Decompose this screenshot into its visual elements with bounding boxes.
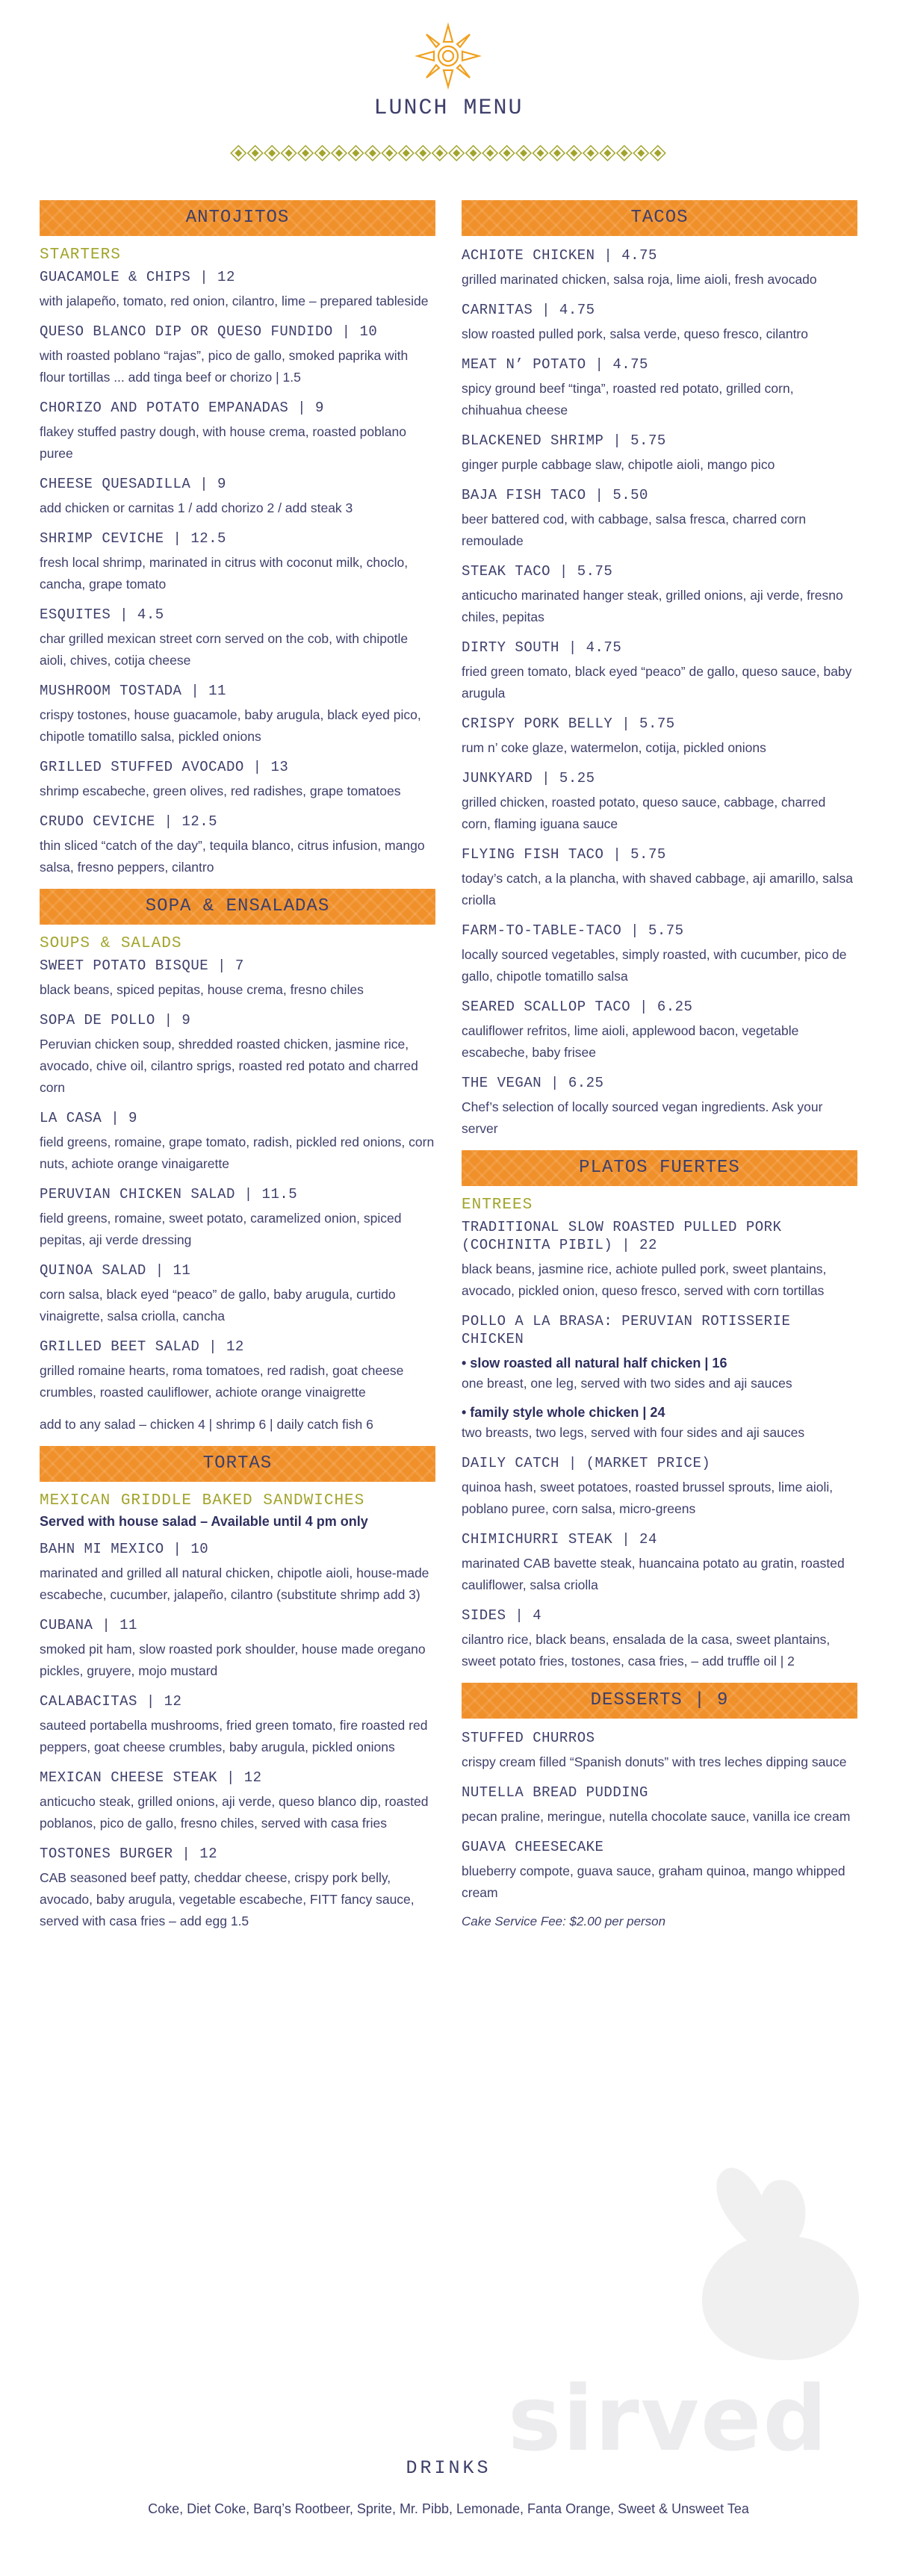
menu-item [40, 1692, 435, 1758]
menu-item [462, 715, 857, 759]
menu-item [462, 1838, 857, 1904]
item-name: SOPA DE POLLO | 9 [40, 1012, 191, 1028]
item-name: SIDES | 4 [462, 1607, 542, 1624]
item-name: BAHN MI MEXICO | 10 [40, 1541, 209, 1557]
menu-item [462, 356, 857, 421]
diamond-fill [352, 149, 359, 157]
item-desc: black beans, spiced pepitas, house crema, fresno chiles [40, 982, 364, 997]
item-desc: smoked pit ham, slow roasted pork shoulder, house made oregano pickles, gruyere, mojo mustard [40, 1642, 426, 1678]
item-name: CUBANA | 11 [40, 1617, 137, 1633]
menu-item [462, 432, 857, 476]
menu-item [462, 845, 857, 911]
item-desc: grilled marinated chicken, salsa roja, lime aioli, fresh avocado [462, 272, 817, 287]
item-desc: with roasted poblano “rajas”, pico de gallo, smoked paprika with flour tortillas ... add tinga beef or chorizo | 1.5 [40, 348, 409, 385]
item-desc: crispy cream filled “Spanish donuts” with tres leches dipping sauce [462, 1754, 847, 1769]
item-name: BAJA FISH TACO | 5.50 [462, 487, 648, 503]
menu-item [40, 1845, 435, 1932]
item-name: DIRTY SOUTH | 4.75 [462, 639, 622, 656]
menu-item [40, 1011, 435, 1099]
diamond-fill [603, 149, 611, 157]
tacos-list [462, 246, 857, 1140]
diamond-fill [403, 149, 410, 157]
menu-item [462, 769, 857, 835]
item-name: GRILLED BEET SALAD | 12 [40, 1338, 244, 1355]
diamond-fill [570, 149, 577, 157]
diamond-fill [302, 149, 309, 157]
menu-item [40, 268, 435, 312]
item-name: CRUDO CEVICHE | 12.5 [40, 813, 218, 830]
diamond-fill [268, 149, 276, 157]
menu-item [40, 758, 435, 802]
diamond-fill [436, 149, 444, 157]
sopa-subhead: SOUPS & SALADS [40, 935, 182, 952]
diamond-fill [470, 149, 477, 157]
item-desc: sauteed portabella mushrooms, fried green tomato, fire roasted red peppers, goat cheese crumbles, baby arugula, pickled onions [40, 1718, 428, 1754]
menu-item [40, 813, 435, 878]
menu-item [462, 486, 857, 552]
sun-icon [415, 22, 482, 90]
menu-item [40, 323, 435, 388]
diamond-fill [587, 149, 595, 157]
item-desc: crispy tostones, house guacamole, baby arugula, black eyed pico, chipotle tomatillo salsa, pickled onions [40, 707, 421, 744]
menu-item [40, 1109, 435, 1175]
item-desc: spicy ground beef “tinga”, roasted red potato, grilled corn, chihuahua cheese [462, 381, 794, 418]
menu-item [462, 1530, 857, 1596]
item-desc: black beans, jasmine rice, achiote pulled pork, sweet plantains, avocado, pickled onion, queso fresco, served with corn tortillas [462, 1261, 827, 1298]
sopa-header: SOPA & ENSALADAS [40, 889, 435, 925]
diamond-fill [486, 149, 494, 157]
item-desc: quinoa hash, sweet potatoes, roasted brussel sprouts, lime aioli, poblano puree, corn salsa, micro-greens [462, 1480, 834, 1516]
item-name: SHRIMP CEVICHE | 12.5 [40, 530, 226, 547]
item-desc: marinated CAB bavette steak, huancaina potato au gratin, roasted cauliflower, salsa criolla [462, 1556, 845, 1592]
menu-item [462, 1784, 857, 1828]
menu-item [462, 1454, 857, 1520]
menu-item [462, 1607, 857, 1672]
item-desc: rum n’ coke glaze, watermelon, cotija, pickled onions [462, 740, 766, 755]
item-desc: marinated and grilled all natural chicken, chipotle aioli, house-made escabeche, cucumber, jalapeño, cilantro (substitute shrimp add 3) [40, 1565, 429, 1602]
item-name: GUAVA CHEESECAKE [462, 1839, 604, 1855]
diamond-fill [369, 149, 376, 157]
antojitos-subhead: STARTERS [40, 246, 121, 264]
item-name: TOSTONES BURGER | 12 [40, 1846, 218, 1862]
menu-item [462, 562, 857, 628]
drinks-section [0, 2457, 897, 2517]
option-name: • family style whole chicken | 24 [462, 1405, 665, 1420]
tortas-subhead: MEXICAN GRIDDLE BAKED SANDWICHES [40, 1492, 365, 1509]
item-desc: fried green tomato, black eyed “peaco” de gallo, queso sauce, baby arugula [462, 664, 852, 701]
menu-item [40, 606, 435, 671]
menu-item [40, 475, 435, 519]
item-desc: shrimp escabeche, green olives, red radishes, grape tomatoes [40, 783, 401, 798]
diamond-fill [553, 149, 561, 157]
item-desc: blueberry compote, guava sauce, graham quinoa, mango whipped cream [462, 1863, 845, 1900]
diamond-fill [419, 149, 426, 157]
item-desc: field greens, romaine, grape tomato, radish, pickled red onions, corn nuts, achiote orange vinaigarette [40, 1135, 435, 1171]
item-desc: fresh local shrimp, marinated in citrus with coconut milk, choclo, cancha, grape tomato [40, 555, 409, 592]
item-name: BLACKENED SHRIMP | 5.75 [462, 432, 666, 449]
item-name: STUFFED CHURROS [462, 1730, 595, 1746]
diamond-fill [537, 149, 544, 157]
item-name: CHEESE QUESADILLA | 9 [40, 476, 226, 492]
menu-item [462, 1729, 857, 1773]
menu-item [40, 1616, 435, 1682]
item-desc: beer battered cod, with cabbage, salsa fresca, charred corn remoulade [462, 512, 807, 548]
diamond-fill [654, 149, 662, 157]
item-desc: field greens, romaine, sweet potato, caramelized onion, spiced pepitas, aji verde dressing [40, 1211, 402, 1247]
item-name: THE VEGAN | 6.25 [462, 1075, 604, 1091]
page-title: LUNCH MENU [373, 96, 524, 121]
item-desc: Chef’s selection of locally sourced vegan ingredients. Ask your server [462, 1099, 823, 1136]
platos-header: PLATOS FUERTES [462, 1150, 857, 1186]
item-desc: CAB seasoned beef patty, cheddar cheese, crispy pork belly, avocado, baby arugula, vegetable escabeche, FITT fancy sauce, served with casa fries – add egg 1.5 [40, 1870, 415, 1928]
item-desc: cilantro rice, black beans, ensalada de la casa, sweet plantains, sweet potato fries, tostones, casa fries, – add truffle oil | 2 [462, 1632, 831, 1669]
menu-item [462, 998, 857, 1064]
item-desc: slow roasted pulled pork, salsa verde, queso fresco, cilantro [462, 326, 808, 341]
menu-item [462, 301, 857, 345]
item-desc: Peruvian chicken soup, shredded roasted chicken, jasmine rice, avocado, chive oil, cilantro sprigs, roasted red potato and charred corn [40, 1037, 418, 1095]
diamond-fill [319, 149, 326, 157]
antojitos-header: ANTOJITOS [40, 200, 435, 236]
item-desc: add chicken or carnitas 1 / add chorizo 2 / add steak 3 [40, 500, 353, 515]
menu-item [462, 1218, 857, 1302]
diamond-fill [285, 149, 293, 157]
desserts-header: DESSERTS | 9 [462, 1683, 857, 1719]
option-desc: two breasts, two legs, served with four sides and aji sauces [462, 1425, 805, 1440]
item-name: MUSHROOM TOSTADA | 11 [40, 683, 226, 699]
menu-item [462, 1312, 857, 1444]
menu-item [40, 1769, 435, 1834]
item-desc: corn salsa, black eyed “peaco” de gallo, baby arugula, curtido vinaigrette, salsa criolla, cancha [40, 1287, 396, 1323]
tortas-header: TORTAS [40, 1446, 435, 1482]
menu-item [40, 1261, 435, 1327]
item-name: SWEET POTATO BISQUE | 7 [40, 958, 244, 974]
item-desc: ginger purple cabbage slaw, chipotle aioli, mango pico [462, 457, 775, 472]
diamond-fill [621, 149, 628, 157]
diamond-fill [385, 149, 393, 157]
item-desc: thin sliced “catch of the day”, tequila blanco, citrus infusion, mango salsa, fresno peppers, cilantro [40, 838, 425, 875]
diamond-fill [520, 149, 527, 157]
item-desc: anticucho marinated hanger steak, grilled onions, aji verde, fresno chiles, pepitas [462, 588, 843, 624]
item-name: PERUVIAN CHICKEN SALAD | 11.5 [40, 1186, 298, 1202]
diamond-fill [453, 149, 460, 157]
platos-list [462, 1454, 857, 1672]
item-desc: grilled chicken, roasted potato, queso sauce, cabbage, charred corn, flaming iguana sauce [462, 795, 826, 831]
item-name: POLLO A LA BRASA: PERUVIAN ROTISSERIE CHICKEN [462, 1313, 791, 1347]
item-name: SEARED SCALLOP TACO | 6.25 [462, 999, 693, 1015]
tortas-list [40, 1540, 435, 1932]
item-name: CRISPY PORK BELLY | 5.75 [462, 716, 675, 732]
tortas-note: Served with house salad – Available until 4 pm only [40, 1514, 368, 1529]
item-name: ACHIOTE CHICKEN | 4.75 [462, 247, 657, 264]
antojitos-list [40, 268, 435, 878]
item-name: CARNITAS | 4.75 [462, 302, 595, 318]
sopa-list [40, 957, 435, 1403]
menu-header [0, 0, 897, 179]
item-name: CALABACITAS | 12 [40, 1693, 182, 1710]
tacos-header: TACOS [462, 200, 857, 236]
menu-item [40, 682, 435, 748]
drinks-list: Coke, Diet Coke, Barq’s Rootbeer, Sprite, Mr. Pibb, Lemonade, Fanta Orange, Sweet & Unsweet Tea [148, 2501, 749, 2516]
menu-item [40, 530, 435, 595]
item-name: QUESO BLANCO DIP OR QUESO FUNDIDO | 10 [40, 323, 378, 340]
menu-item [462, 246, 857, 291]
diamond-fill [252, 149, 259, 157]
menu-item [462, 1074, 857, 1140]
drinks-title: DRINKS [406, 2457, 491, 2479]
menu-item [40, 399, 435, 465]
menu-item [40, 1185, 435, 1251]
item-name: MEAT N’ POTATO | 4.75 [462, 356, 648, 373]
item-name: FLYING FISH TACO | 5.75 [462, 846, 666, 863]
left-column [40, 200, 435, 1943]
diamond-border [230, 142, 666, 164]
item-name: QUINOA SALAD | 11 [40, 1262, 191, 1279]
item-name: MEXICAN CHEESE STEAK | 12 [40, 1769, 262, 1786]
item-name: DAILY CATCH | (MARKET PRICE) [462, 1455, 711, 1471]
right-column [462, 200, 857, 1929]
item-name: CHORIZO AND POTATO EMPANADAS | 9 [40, 400, 324, 416]
item-desc: char grilled mexican street corn served on the cob, with chipotle aioli, chives, cotija cheese [40, 631, 409, 668]
item-name: ESQUITES | 4.5 [40, 606, 164, 623]
item-name: TRADITIONAL SLOW ROASTED PULLED PORK (COCHINITA PIBIL) | 22 [462, 1219, 782, 1253]
diamond-fill [235, 149, 242, 157]
item-desc: anticucho steak, grilled onions, aji verde, queso blanco dip, roasted poblanos, pico de gallo, fresno chiles, served with casa fries [40, 1794, 429, 1831]
item-desc: with jalapeño, tomato, red onion, cilantro, lime – prepared tableside [40, 294, 429, 308]
item-name: STEAK TACO | 5.75 [462, 563, 613, 580]
item-name: CHIMICHURRI STEAK | 24 [462, 1531, 657, 1548]
diamond-fill [503, 149, 511, 157]
menu-item [40, 1338, 435, 1403]
salad-addon-note: add to any salad – chicken 4 | shrimp 6 | daily catch fish 6 [40, 1417, 373, 1432]
cake-fee-note: Cake Service Fee: $2.00 per person [462, 1914, 666, 1928]
option-desc: one breast, one leg, served with two sides and aji sauces [462, 1376, 792, 1391]
item-name: GRILLED STUFFED AVOCADO | 13 [40, 759, 289, 775]
item-name: GUACAMOLE & CHIPS | 12 [40, 269, 235, 285]
item-name: JUNKYARD | 5.25 [462, 770, 595, 786]
item-desc: flakey stuffed pastry dough, with house crema, roasted poblano puree [40, 424, 406, 461]
item-desc: cauliflower refritos, lime aioli, applewood bacon, vegetable escabeche, baby frisee [462, 1023, 799, 1060]
watermark-text: sirved [508, 2368, 829, 2471]
item-desc: locally sourced vegetables, simply roasted, with cucumber, pico de gallo, chipotle tomatillo salsa [462, 947, 847, 984]
platos-subhead: ENTREES [462, 1197, 533, 1214]
item-name: NUTELLA BREAD PUDDING [462, 1784, 648, 1801]
item-desc: today’s catch, a la plancha, with shaved cabbage, aji amarillo, salsa criolla [462, 871, 854, 907]
menu-item [462, 639, 857, 704]
diamond-fill [637, 149, 645, 157]
desserts-list [462, 1729, 857, 1904]
item-name: FARM-TO-TABLE-TACO | 5.75 [462, 922, 684, 939]
item-desc: grilled romaine hearts, roma tomatoes, red radish, goat cheese crumbles, roasted cauliflower, achiote orange vinaigrette [40, 1363, 404, 1400]
option-name: • slow roasted all natural half chicken | 16 [462, 1356, 727, 1371]
item-name: LA CASA | 9 [40, 1110, 137, 1126]
menu-item [40, 1540, 435, 1606]
item-desc: pecan praline, meringue, nutella chocolate sauce, vanilla ice cream [462, 1809, 851, 1824]
menu-item [462, 922, 857, 987]
diamond-fill [335, 149, 343, 157]
menu-item [40, 957, 435, 1001]
